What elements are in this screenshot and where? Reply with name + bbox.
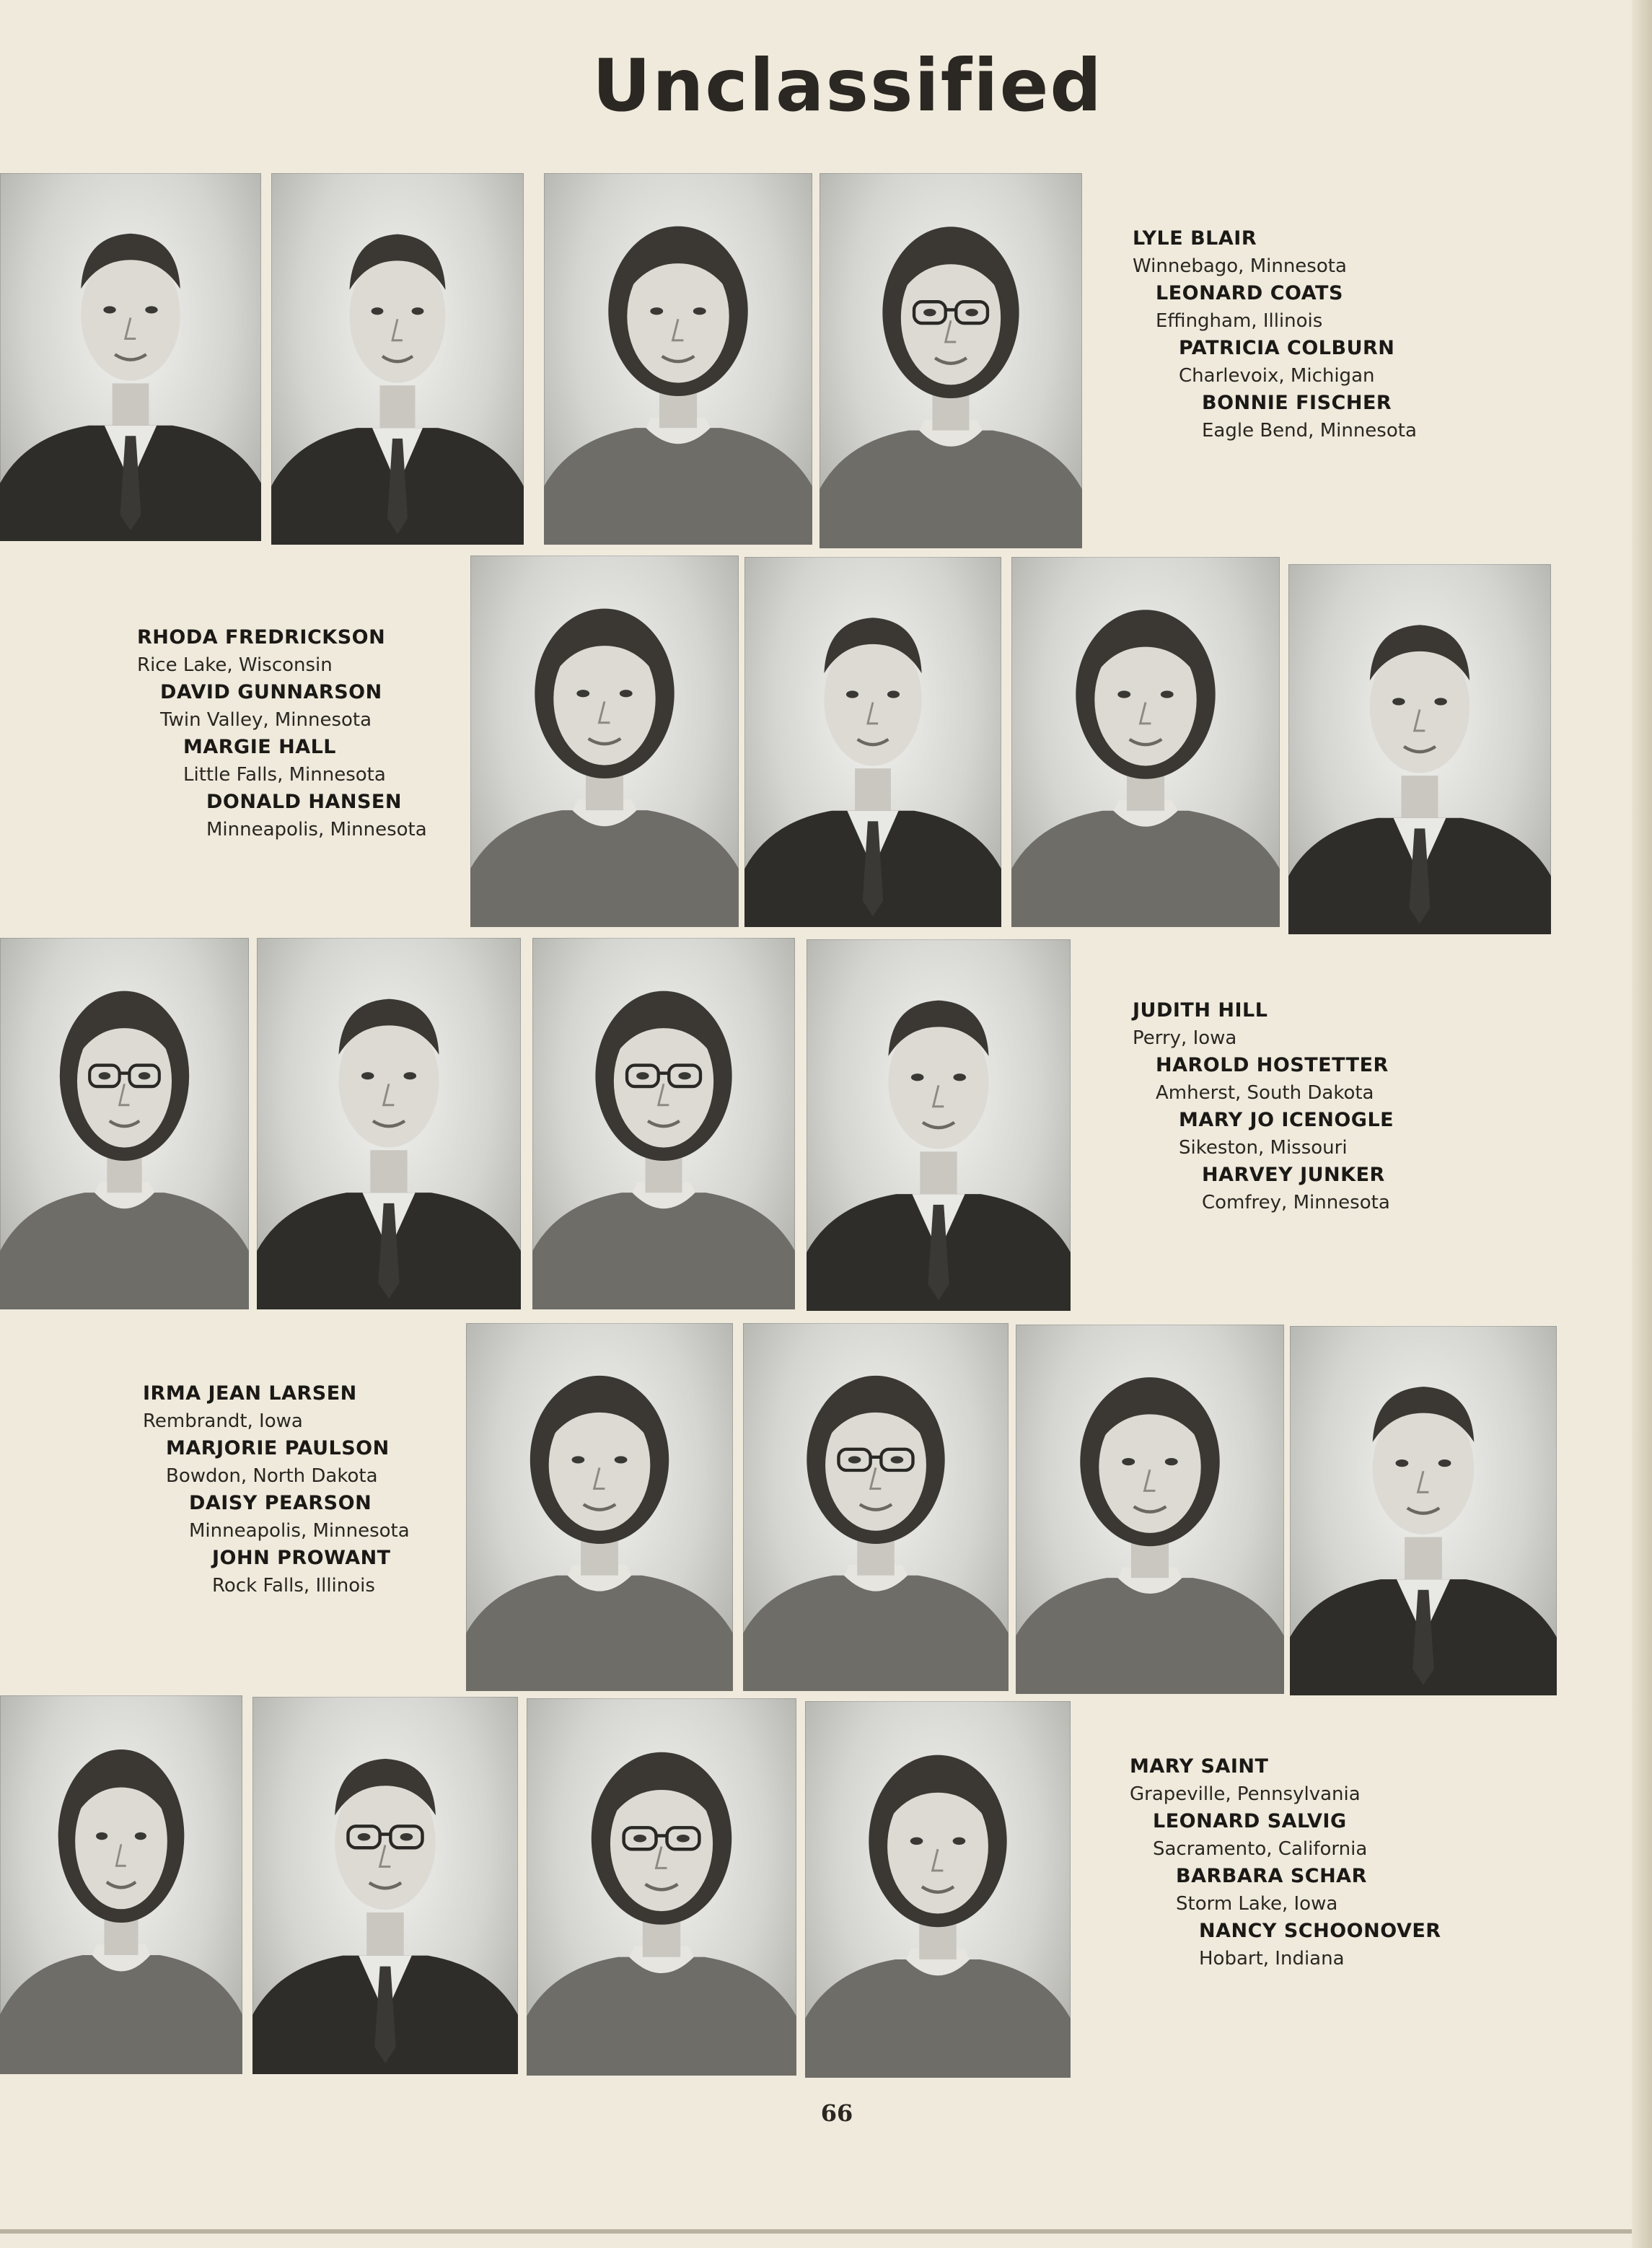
student-entry (1202, 390, 1417, 444)
student-photo (805, 1701, 1071, 2078)
student-entry (1153, 1808, 1441, 1863)
portrait-figure (466, 1323, 733, 1691)
student-entry (1133, 225, 1417, 280)
student-name: HARVEY JUNKER (1202, 1164, 1385, 1186)
name-list (143, 1380, 410, 1599)
page-edge (1632, 0, 1652, 2248)
student-photo (1290, 1326, 1557, 1695)
student-entry (206, 789, 427, 843)
name-list (137, 624, 427, 843)
student-name: IRMA JEAN LARSEN (143, 1382, 357, 1405)
portrait-figure (527, 1698, 796, 2076)
student-hometown: Storm Lake, Iowa (1176, 1893, 1338, 1915)
student-entry (1130, 1753, 1441, 1808)
student-hometown: Rock Falls, Illinois (212, 1575, 375, 1597)
student-hometown: Minneapolis, Minnesota (189, 1520, 410, 1542)
student-photo (807, 939, 1071, 1311)
student-entry (1156, 280, 1417, 335)
page-number: 66 (820, 2099, 853, 2127)
student-photo (0, 1695, 242, 2074)
student-entry (166, 1435, 410, 1490)
student-hometown: Minneapolis, Minnesota (206, 819, 427, 840)
student-hometown: Sacramento, California (1153, 1838, 1368, 1860)
student-hometown: Amherst, South Dakota (1156, 1082, 1374, 1104)
student-hometown: Grapeville, Pennsylvania (1130, 1783, 1361, 1805)
student-hometown: Hobart, Indiana (1199, 1948, 1345, 1970)
student-name: DAVID GUNNARSON (160, 681, 382, 703)
student-photo (271, 173, 524, 545)
student-entry (1179, 335, 1417, 390)
student-hometown: Comfrey, Minnesota (1202, 1192, 1390, 1213)
student-hometown: Little Falls, Minnesota (183, 764, 386, 786)
student-hometown: Sikeston, Missouri (1179, 1137, 1348, 1159)
student-photo (257, 938, 521, 1309)
student-name: JOHN PROWANT (212, 1547, 391, 1569)
student-name: JUDITH HILL (1133, 999, 1268, 1022)
student-photo (0, 938, 249, 1309)
student-name: RHODA FREDRICKSON (137, 626, 386, 649)
student-entry (183, 734, 427, 789)
student-hometown: Bowdon, North Dakota (166, 1465, 378, 1487)
portrait-figure (1016, 1325, 1284, 1694)
page-title: Unclassified (592, 43, 1103, 128)
student-hometown: Winnebago, Minnesota (1133, 255, 1347, 277)
portrait-figure (1011, 557, 1280, 927)
portrait-figure (807, 939, 1071, 1311)
student-photo (527, 1698, 796, 2076)
name-list (1133, 225, 1417, 444)
student-photo (544, 173, 812, 545)
student-name: BONNIE FISCHER (1202, 392, 1392, 414)
portrait-figure (532, 938, 795, 1309)
student-hometown: Charlevoix, Michigan (1179, 365, 1375, 387)
student-hometown: Rice Lake, Wisconsin (137, 654, 333, 676)
student-name: MARY SAINT (1130, 1755, 1269, 1778)
portrait-figure (252, 1697, 518, 2074)
student-photo (744, 557, 1001, 927)
student-name: NANCY SCHOONOVER (1199, 1920, 1441, 1942)
student-photo (466, 1323, 733, 1691)
portrait-figure (744, 557, 1001, 927)
portrait-figure (271, 173, 524, 545)
student-name: HAROLD HOSTETTER (1156, 1054, 1389, 1076)
name-list (1130, 1753, 1441, 1972)
student-hometown: Rembrandt, Iowa (143, 1410, 303, 1432)
student-entry (1176, 1863, 1441, 1918)
student-name: BARBARA SCHAR (1176, 1865, 1367, 1887)
student-entry (189, 1490, 410, 1545)
portrait-figure (743, 1323, 1009, 1691)
student-photo (532, 938, 795, 1309)
portrait-figure (0, 173, 261, 541)
portrait-figure (805, 1701, 1071, 2078)
student-hometown: Perry, Iowa (1133, 1027, 1237, 1049)
name-list (1133, 997, 1394, 1216)
student-hometown: Eagle Bend, Minnesota (1202, 420, 1417, 442)
portrait-figure (544, 173, 812, 545)
student-name: MARY JO ICENOGLE (1179, 1109, 1394, 1131)
student-photo (470, 556, 739, 927)
portrait-figure (1290, 1326, 1557, 1695)
student-photo (252, 1697, 518, 2074)
student-entry (1156, 1052, 1394, 1107)
student-entry (160, 679, 427, 734)
student-name: LYLE BLAIR (1133, 227, 1257, 250)
student-name: DONALD HANSEN (206, 791, 402, 813)
student-name: DAISY PEARSON (189, 1492, 372, 1514)
student-name: PATRICIA COLBURN (1179, 337, 1395, 359)
portrait-figure (0, 1695, 242, 2074)
student-entry (1133, 997, 1394, 1052)
student-photo (1288, 564, 1551, 934)
student-photo (1016, 1325, 1284, 1694)
student-entry (212, 1545, 410, 1599)
student-photo (1011, 557, 1280, 927)
student-photo (743, 1323, 1009, 1691)
student-entry (143, 1380, 410, 1435)
portrait-figure (0, 938, 249, 1309)
portrait-figure (1288, 564, 1551, 934)
student-entry (1179, 1107, 1394, 1162)
portrait-figure (257, 938, 521, 1309)
portrait-figure (470, 556, 739, 927)
student-photo (0, 173, 261, 541)
student-name: MARGIE HALL (183, 736, 337, 758)
page-bottom-edge (0, 2229, 1632, 2234)
student-entry (137, 624, 427, 679)
student-entry (1199, 1918, 1441, 1972)
student-name: LEONARD SALVIG (1153, 1810, 1347, 1832)
student-entry (1202, 1162, 1394, 1216)
student-name: LEONARD COATS (1156, 282, 1343, 304)
student-name: MARJORIE PAULSON (166, 1437, 390, 1459)
student-photo (820, 173, 1082, 548)
portrait-figure (820, 173, 1082, 548)
student-hometown: Effingham, Illinois (1156, 310, 1323, 332)
student-hometown: Twin Valley, Minnesota (160, 709, 372, 731)
